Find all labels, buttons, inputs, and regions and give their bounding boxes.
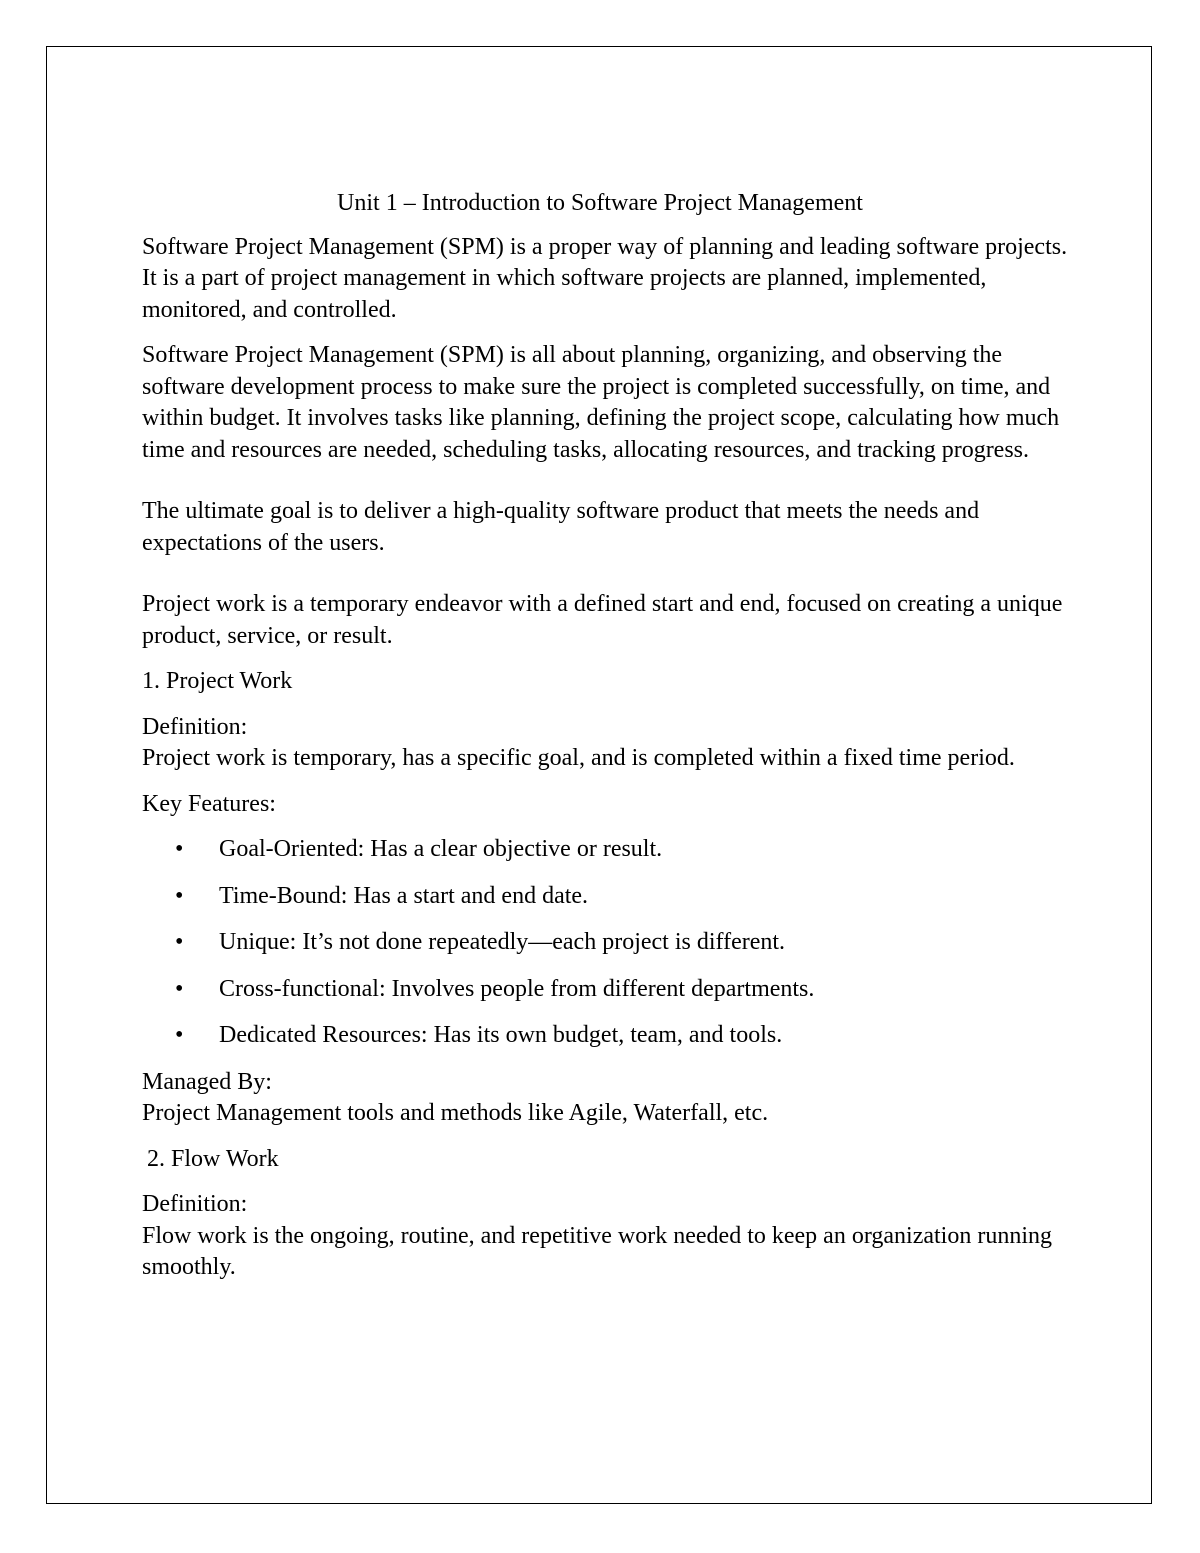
list-item (142, 834, 1072, 866)
list-item (142, 881, 1072, 913)
list-item-text: Unique: It’s not done repeatedly—each project is different. (219, 929, 786, 955)
intro-paragraph-4: Project work is a temporary endeavor with a defined start and end, focused on creating a unique product, service, or result. (142, 591, 1063, 649)
bullet-icon: • (175, 836, 184, 862)
list-item-text: Dedicated Resources: Has its own budget, team, and tools. (219, 1022, 783, 1048)
definition-label: Definition: (142, 713, 248, 740)
definition-text: Project work is temporary, has a specific goal, and is completed within a fixed time period. (142, 745, 1015, 771)
bullet-icon: • (175, 929, 184, 955)
document-title: Unit 1 – Introduction to Software Project Management (337, 190, 863, 216)
project-work-definition (142, 712, 1072, 775)
flow-work-definition (142, 1189, 1072, 1284)
managed-by-label: Managed By: (142, 1068, 272, 1095)
list-item-text: Cross-functional: Involves people from different departments. (219, 975, 815, 1002)
intro-paragraph-2: Software Project Management (SPM) is all about planning, organizing, and observing the software development process to make sure the project is completed successfully, on time, and within budget. It involves tasks like planning, defining the project scope, calculating how much time and resources are needed, scheduling tasks, allocating resources, and tracking progress. (142, 342, 1060, 463)
list-item-text: Time-Bound: Has a start and end date. (219, 882, 589, 909)
bullet-icon: • (175, 1022, 184, 1048)
bullet-icon: • (175, 882, 184, 909)
intro-paragraph-1: Software Project Management (SPM) is a proper way of planning and leading software projects. It is a part of project management in which software projects are planned, implemented, monitored, and controlled. (142, 233, 1068, 323)
intro-paragraph-3: The ultimate goal is to deliver a high-quality software product that meets the needs and expectations of the users. (142, 498, 980, 556)
managed-by (142, 1067, 1072, 1130)
definition-label: Definition: (142, 1191, 248, 1217)
list-item (142, 974, 1072, 1006)
project-work-heading: 1. Project Work (142, 668, 293, 694)
list-item (142, 927, 1072, 959)
list-item (142, 1020, 1072, 1052)
bullet-icon: • (175, 975, 184, 1002)
document-body (142, 188, 1072, 1298)
key-features-list (142, 834, 1072, 1052)
key-features-label: Key Features: (142, 790, 276, 817)
list-item-text: Goal-Oriented: Has a clear objective or result. (219, 836, 663, 862)
flow-work-heading: 2. Flow Work (147, 1145, 279, 1172)
definition-text: Flow work is the ongoing, routine, and repetitive work needed to keep an organization running smoothly. (142, 1222, 1053, 1280)
managed-by-text: Project Management tools and methods like Agile, Waterfall, etc. (142, 1100, 769, 1126)
